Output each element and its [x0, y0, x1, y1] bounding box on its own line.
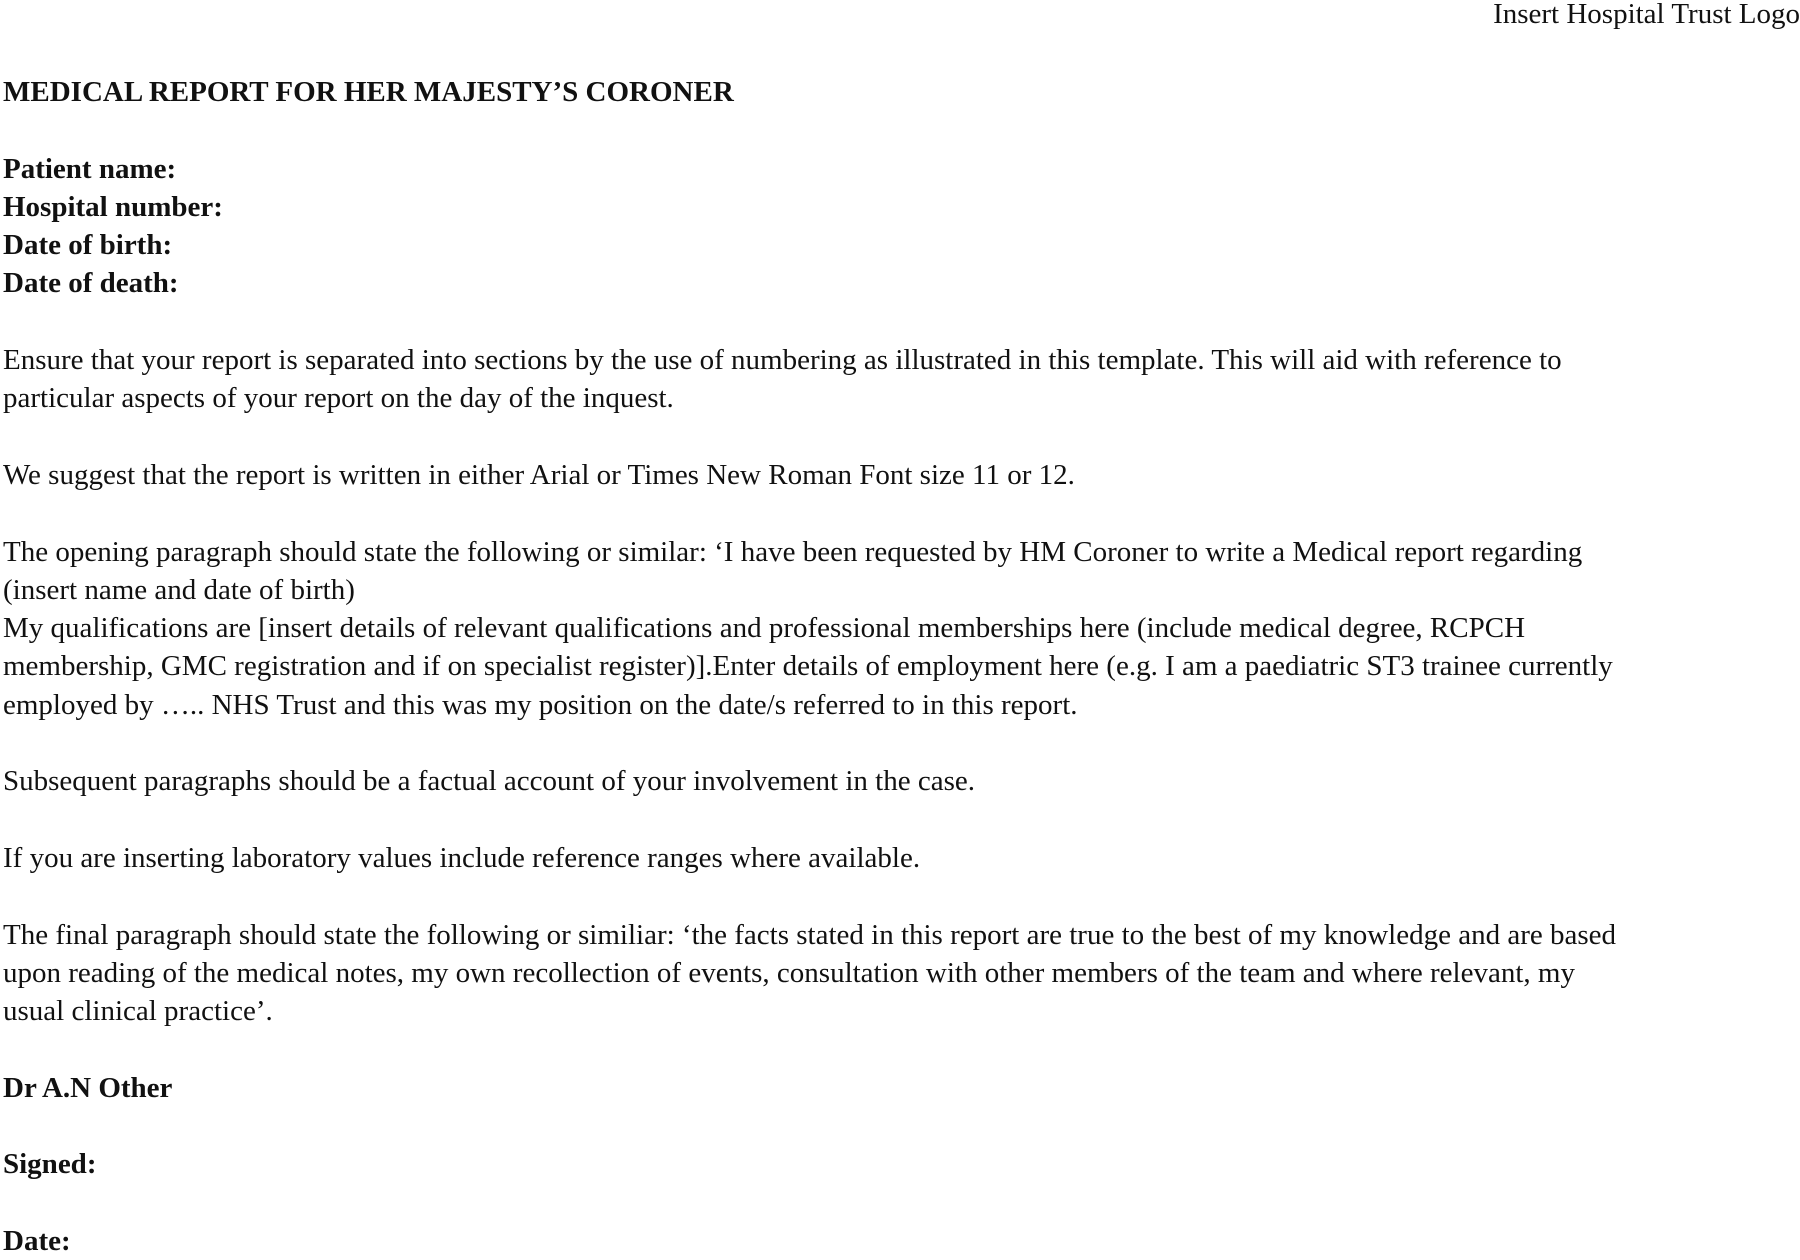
date-of-birth-label: Date of birth: — [3, 229, 173, 262]
lab-values-instruction-paragraph: If you are inserting laboratory values include reference ranges where available. — [3, 841, 921, 874]
opening-instruction-paragraph — [3, 533, 1793, 724]
hospital-logo-placeholder: Insert Hospital Trust Logo — [1493, 0, 1800, 30]
subsequent-instruction-paragraph: Subsequent paragraphs should be a factual account of your involvement in the case. — [3, 765, 975, 798]
patient-details — [3, 150, 1793, 303]
paragraph-line: usual clinical practice’. — [3, 995, 273, 1028]
paragraph-line: upon reading of the medical notes, my own recollection of events, consultation with other members of the team and where relevant, my — [3, 956, 1575, 989]
document-title: MEDICAL REPORT FOR HER MAJESTY’S CORONER — [3, 76, 734, 108]
paragraph-line: The opening paragraph should state the following or similar: ‘I have been requested by HM Coroner to write a Medical report regarding — [3, 535, 1583, 568]
paragraph-line: Ensure that your report is separated into sections by the use of numbering as illustrated in this template. This will aid with reference to — [3, 344, 1562, 377]
paragraph-line: employed by ….. NHS Trust and this was my position on the date/s referred to in this report. — [3, 688, 1078, 721]
signatory-name: Dr A.N Other — [3, 1071, 173, 1104]
date-label: Date: — [3, 1224, 71, 1257]
document-body — [3, 73, 1793, 1260]
paragraph-line: membership, GMC registration and if on specialist register)].Enter details of employment here (e.g. I am a paediatric ST3 trainee currently — [3, 650, 1613, 683]
paragraph-line: particular aspects of your report on the day of the inquest. — [3, 382, 674, 415]
font-instruction-paragraph: We suggest that the report is written in either Arial or Times New Roman Font size 11 or 12. — [3, 458, 1075, 491]
hospital-number-label: Hospital number: — [3, 190, 223, 223]
paragraph-line: The final paragraph should state the following or similiar: ‘the facts stated in this report are true to the best of my knowledge and are based — [3, 918, 1617, 951]
paragraph-line: (insert name and date of birth) — [3, 573, 355, 606]
patient-name-label: Patient name: — [3, 152, 177, 185]
final-instruction-paragraph — [3, 916, 1793, 1031]
paragraph-line: My qualifications are [insert details of relevant qualifications and professional memberships here (include medical degree, RCPCH — [3, 612, 1526, 645]
signed-label: Signed: — [3, 1148, 97, 1181]
sections-instruction-paragraph — [3, 341, 1793, 418]
date-of-death-label: Date of death: — [3, 267, 179, 300]
